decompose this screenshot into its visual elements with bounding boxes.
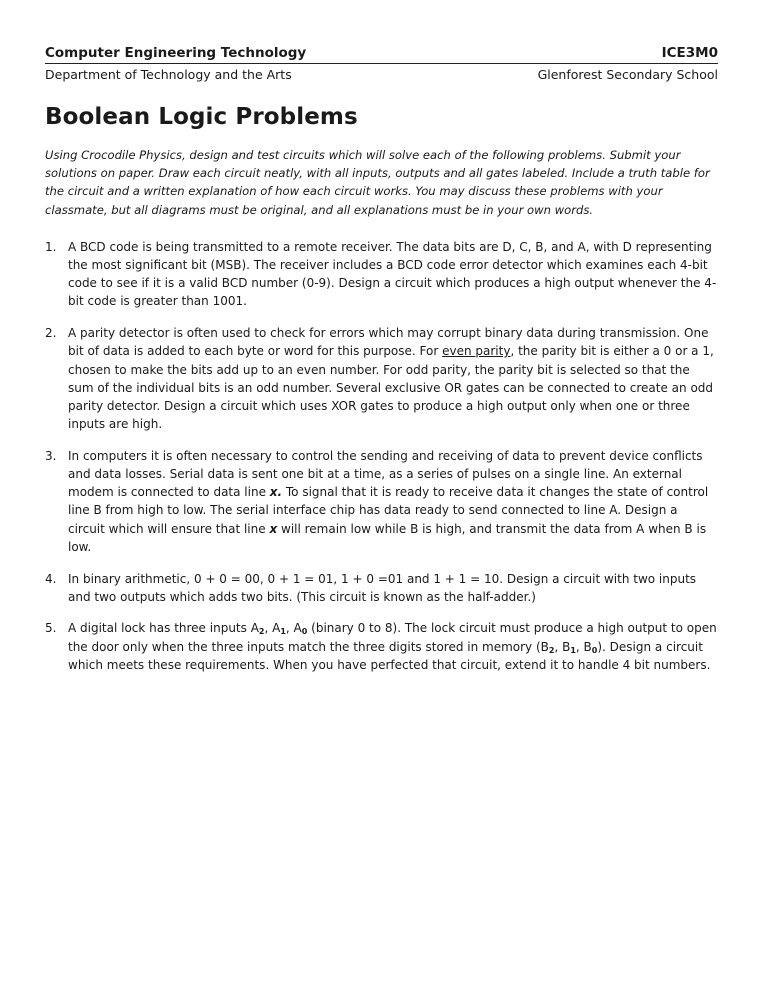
variable-x: x. (269, 485, 283, 500)
course-code: ICE3M0 (661, 45, 718, 61)
problem-number: 2. (45, 326, 57, 341)
problem-text: A digital lock has three inputs $A_2$, $A_1$, $A_0$ (binary 0 to 8). The lock circuit must produce a high output to open the door only when the three inputs match the three digits stored in memory ($B_2$, $B_1$, $B_0$). Design a circuit which meets these requirements. When you have perfected that circuit, extend it to handle 4 bit numbers. (68, 621, 717, 672)
header-bottom-row (45, 66, 718, 83)
problem-number: 5. (45, 621, 57, 636)
instructions-paragraph: Using Crocodile Physics, design and test circuits which will solve each of the following problems. Submit your solutions on paper. Draw each circuit neatly, with all inputs, outputs and all gates labeled. Include a truth table for the circuit and a written explanation of how each circuit works. You may discuss these problems with your classmate, but all diagrams must be original, and all explanations must be in your own words. (45, 148, 710, 217)
problem-text: In computers it is often necessary to control the sending and receiving of data to prevent device conflicts and data losses. Serial data is sent one bit at a time, as a series of pulses on a single line. An external modem is connected to data line x. To signal that it is ready to receive data it changes the state of control line B from high to low. The serial interface chip has data ready to send connected to line A. Design a circuit which will ensure that line x will remain low while B is high, and transmit the data from A when B is low. (68, 448, 709, 554)
list-item (45, 238, 718, 311)
variable-x: x (269, 521, 278, 536)
problem-number: 3. (45, 448, 57, 463)
worksheet-page (45, 44, 718, 688)
page-title: Boolean Logic Problems (45, 104, 358, 130)
problem-text: In binary arithmetic, 0 + 0 = 00, 0 + 1 = 01, 1 + 0 =01 and 1 + 1 = 10. Design a circuit with two inputs and two outputs which adds two bits. (This circuit is known as the half-adder.) (68, 571, 697, 604)
problem-list (45, 238, 718, 674)
header-top-row (45, 44, 718, 62)
list-item (45, 324, 718, 433)
course-name: Computer Engineering Technology (45, 45, 307, 61)
list-item (45, 570, 718, 606)
school-name: Glenforest Secondary School (537, 67, 718, 82)
department-name: Department of Technology and the Arts (45, 67, 292, 82)
list-item (45, 619, 718, 674)
header-rule (45, 63, 718, 64)
problem-number: 4. (45, 571, 57, 586)
problem-text: A BCD code is being transmitted to a remote receiver. The data bits are D, C, B, and A, with D representing the most significant bit (MSB). The receiver includes a BCD code error detector which examines each 4-bit code to see if it is a valid BCD number (0-9). Design a circuit which produces a high output whenever the 4-bit code is greater than 1001. (68, 239, 717, 309)
problem-number: 1. (45, 239, 57, 254)
list-item (45, 447, 718, 556)
underlined-term: even parity (442, 344, 511, 359)
problem-text: A parity detector is often used to check for errors which may corrupt binary data during transmission. One bit of data is added to each byte or word for this purpose. For even parity, the parity bit is either a 0 or a 1, chosen to make the bits add up to an even number. For odd parity, the parity bit is selected so that the sum of the individual bits is an odd number. Several exclusive OR gates can be connected to create an odd parity detector. Design a circuit which uses XOR gates to produce a high output only when one or three inputs are high. (68, 326, 714, 432)
